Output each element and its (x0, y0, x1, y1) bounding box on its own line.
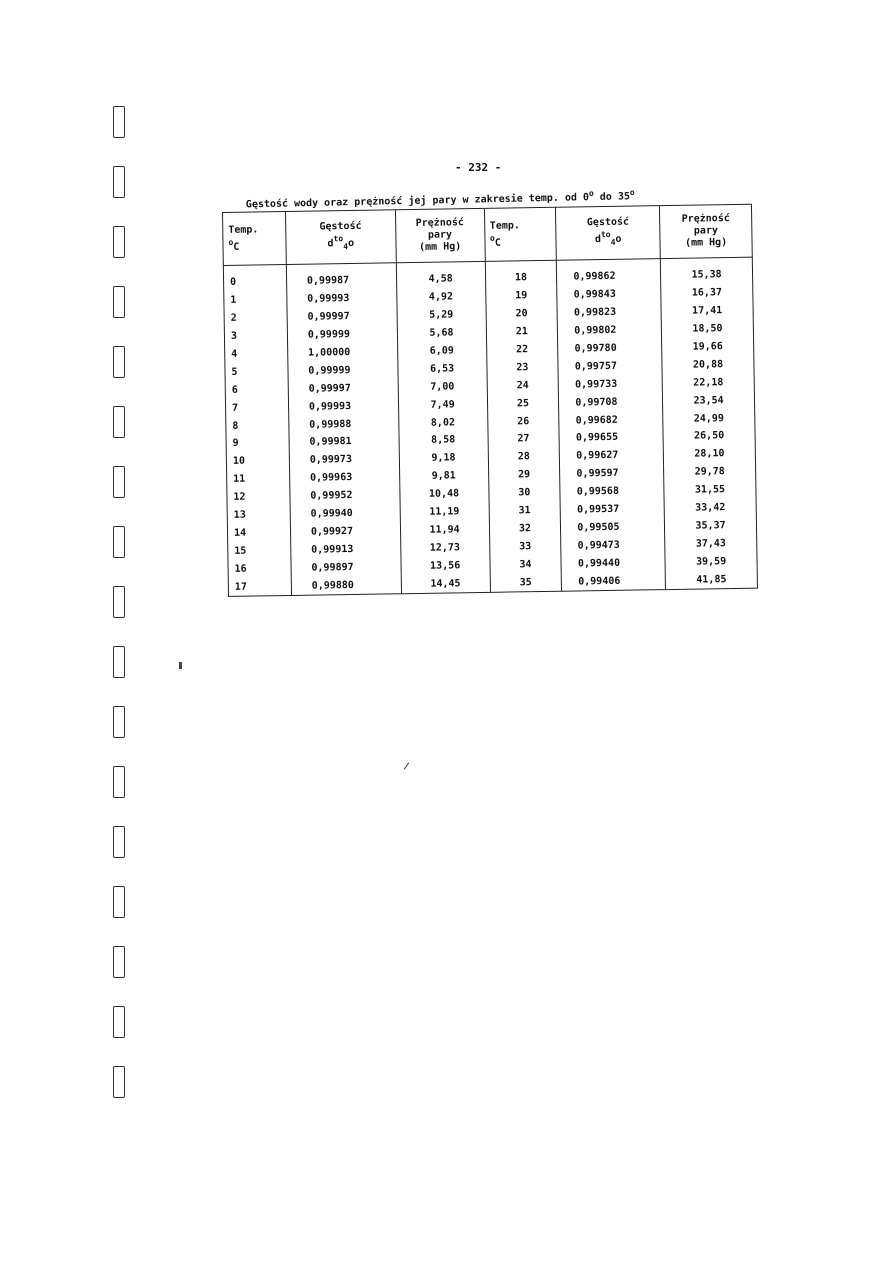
cell-temp: 3 (224, 327, 287, 346)
cell-pressure: 13,56 (401, 556, 490, 575)
cell-temp: 17 (228, 577, 291, 596)
binder-hole (113, 106, 125, 138)
cell-density: 0,99997 (287, 307, 397, 327)
caption-degree: o (588, 188, 594, 198)
cell-density: 0,99802 (558, 321, 662, 341)
caption-text-mid: do 35 (593, 191, 631, 204)
header-density-d: d (327, 238, 334, 250)
binder-hole (113, 826, 125, 858)
cell-density: 0,99473 (561, 535, 665, 555)
cell-density: 0,99913 (291, 540, 401, 560)
binder-hole (113, 706, 125, 738)
binder-hole (113, 946, 125, 978)
cell-pressure: 5,68 (397, 324, 486, 343)
cell-density: 0,99993 (288, 396, 398, 416)
cell-density: 0,99597 (560, 464, 664, 484)
header-pressure (660, 204, 753, 258)
header-density-label: Gęstość (319, 220, 362, 233)
cell-density: 0,99981 (289, 432, 399, 452)
cell-pressure: 7,49 (398, 395, 487, 414)
header-pressure-label: Prężność (415, 217, 464, 229)
cell-pressure: 17,41 (661, 301, 753, 320)
binder-hole (113, 166, 125, 198)
cell-density: 0,99988 (289, 414, 399, 434)
cell-pressure: 6,09 (397, 341, 486, 360)
header-degree: o (228, 237, 234, 247)
cell-temp: 1 (224, 291, 287, 310)
header-density-t: t (600, 229, 606, 240)
cell-pressure: 11,19 (400, 502, 489, 521)
caption-text: Gęstość wody oraz prężność jej pary w zakresie temp. od 0 (245, 192, 590, 211)
cell-pressure: 28,10 (663, 445, 755, 464)
page-number: - 232 - (455, 161, 502, 174)
header-density (556, 206, 661, 261)
cell-density: 0,99973 (289, 450, 399, 470)
cell-density: 0,99999 (287, 325, 397, 345)
cell-pressure: 12,73 (400, 538, 489, 557)
header-degree: o (338, 234, 344, 244)
cell-density: 0,99708 (559, 392, 663, 412)
cell-temp: 15 (228, 541, 291, 560)
binder-hole (113, 646, 125, 678)
cell-temp: 22 (486, 340, 558, 359)
cell-pressure: 6,53 (398, 359, 487, 378)
cell-pressure: 20,88 (662, 355, 754, 374)
binder-hole (113, 586, 125, 618)
cell-pressure: 11,94 (400, 520, 489, 539)
cell-temp: 21 (486, 322, 558, 341)
cell-pressure: 37,43 (665, 534, 757, 553)
cell-pressure: 14,45 (401, 574, 490, 594)
cell-density: 0,99987 (286, 263, 396, 291)
binder-hole (113, 1066, 125, 1098)
cell-pressure: 10,48 (399, 485, 488, 504)
cell-density: 0,99505 (561, 518, 665, 538)
cell-pressure: 8,58 (399, 431, 488, 450)
cell-pressure: 4,58 (396, 261, 485, 289)
cell-temp: 31 (489, 501, 561, 520)
cell-density: 0,99440 (561, 553, 665, 573)
cell-temp: 25 (487, 394, 559, 413)
cell-temp: 24 (487, 376, 559, 395)
cell-temp: 29 (488, 466, 560, 485)
cell-density: 0,99568 (560, 482, 664, 502)
cell-pressure: 4,92 (396, 288, 485, 307)
header-degree: o (347, 237, 355, 250)
binder-hole (113, 766, 125, 798)
cell-density: 0,99927 (290, 522, 400, 542)
cell-pressure: 22,18 (662, 373, 754, 392)
cell-temp: 18 (485, 260, 557, 288)
header-pressure-pary: pary (693, 225, 719, 237)
cell-density: 0,99655 (559, 428, 663, 448)
cell-pressure: 29,78 (664, 462, 756, 481)
cell-pressure: 8,02 (398, 413, 487, 432)
cell-pressure: 31,55 (664, 480, 756, 499)
header-density-t: t (333, 234, 339, 244)
cell-pressure: 24,99 (663, 409, 755, 428)
cell-temp: 10 (226, 452, 289, 471)
header-temp (223, 212, 287, 266)
cell-density: 0,99897 (291, 557, 401, 577)
cell-density: 0,99823 (557, 303, 661, 323)
cell-density: 0,99757 (558, 357, 662, 377)
cell-temp: 11 (227, 470, 290, 489)
cell-pressure: 39,59 (665, 552, 757, 571)
cell-density: 0,99682 (559, 410, 663, 430)
cell-temp: 32 (489, 519, 561, 538)
cell-pressure: 26,50 (663, 427, 755, 446)
cell-pressure: 15,38 (660, 257, 752, 285)
binder-hole (113, 526, 125, 558)
cell-density: 0,99940 (290, 504, 400, 524)
cell-pressure: 19,66 (662, 337, 754, 356)
cell-pressure: 7,00 (398, 377, 487, 396)
cell-density: 0,99733 (558, 374, 662, 394)
binder-hole (113, 1006, 125, 1038)
cell-pressure: 5,29 (397, 306, 486, 325)
header-pressure-pary: pary (427, 229, 453, 241)
cell-density: 0,99406 (562, 571, 666, 591)
cell-temp: 5 (225, 362, 288, 381)
cell-density: 0,99627 (560, 446, 664, 466)
cell-temp: 9 (226, 434, 289, 453)
cell-pressure: 9,18 (399, 449, 488, 468)
cell-temp: 34 (489, 555, 561, 574)
header-density-4: 4 (610, 237, 616, 247)
header-degree: o (489, 233, 495, 243)
cell-temp: 16 (228, 559, 291, 578)
binder-hole (113, 886, 125, 918)
binder-hole (113, 346, 125, 378)
cell-temp: 20 (486, 305, 558, 324)
table-body (223, 257, 757, 596)
cell-temp: 35 (490, 573, 562, 593)
cell-temp: 28 (488, 448, 560, 467)
cell-temp: 12 (227, 488, 290, 507)
cell-temp: 23 (486, 358, 558, 377)
cell-density: 0,99993 (287, 289, 397, 309)
cell-density: 0,99780 (558, 339, 662, 359)
cell-temp: 19 (485, 287, 557, 306)
scan-speck (179, 662, 182, 669)
header-pressure-unit: (mm Hg) (418, 241, 462, 253)
cell-density: 0,99843 (557, 285, 661, 305)
binder-hole (113, 406, 125, 438)
cell-density: 0,99880 (291, 575, 401, 595)
cell-density: 1,00000 (287, 343, 397, 363)
header-temp-label: Temp. (228, 223, 259, 236)
header-temp-unit: C (233, 241, 240, 253)
cell-density: 0,99963 (289, 468, 399, 488)
binder-hole (113, 466, 125, 498)
header-pressure (395, 208, 485, 262)
cell-temp: 8 (226, 416, 289, 435)
binder-hole (113, 286, 125, 318)
cell-pressure: 16,37 (661, 284, 753, 303)
table-header-row (223, 204, 753, 265)
binder-hole (113, 226, 125, 258)
cell-temp: 6 (225, 380, 288, 399)
cell-pressure: 18,50 (661, 319, 753, 338)
caption-degree: o (629, 187, 635, 197)
header-pressure-label: Prężność (681, 213, 730, 225)
cell-density: 0,99997 (288, 379, 398, 399)
cell-pressure: 23,54 (663, 391, 755, 410)
water-density-table (222, 204, 758, 600)
header-temp-unit: C (494, 237, 501, 249)
header-density-4: 4 (343, 242, 349, 252)
cell-temp: 33 (489, 537, 561, 556)
cell-pressure: 35,37 (664, 516, 756, 535)
header-temp-label: Temp. (489, 219, 520, 232)
cell-temp: 7 (225, 398, 288, 417)
cell-temp: 4 (225, 345, 288, 364)
header-density-label: Gęstość (586, 216, 630, 229)
cell-temp: 26 (487, 412, 559, 431)
header-pressure-unit: (mm Hg) (684, 237, 728, 249)
cell-density: 0,99999 (288, 361, 398, 381)
cell-pressure: 9,81 (399, 467, 488, 486)
cell-temp: 14 (227, 523, 290, 542)
cell-pressure: 33,42 (664, 498, 756, 517)
cell-density: 0,99862 (557, 259, 661, 287)
scan-speck (404, 762, 409, 769)
data-table (222, 204, 758, 597)
cell-density: 0,99537 (560, 500, 664, 520)
header-density (285, 210, 396, 265)
cell-density: 0,99952 (290, 486, 400, 506)
header-density-d: d (594, 234, 602, 246)
cell-temp: 2 (224, 309, 287, 328)
cell-pressure: 41,85 (665, 570, 757, 590)
header-temp (484, 207, 557, 261)
cell-temp: 13 (227, 506, 290, 525)
header-degree: o (615, 233, 622, 245)
cell-temp: 0 (223, 264, 286, 291)
cell-temp: 30 (488, 483, 560, 502)
cell-temp: 27 (487, 430, 559, 449)
header-degree: o (605, 229, 611, 239)
